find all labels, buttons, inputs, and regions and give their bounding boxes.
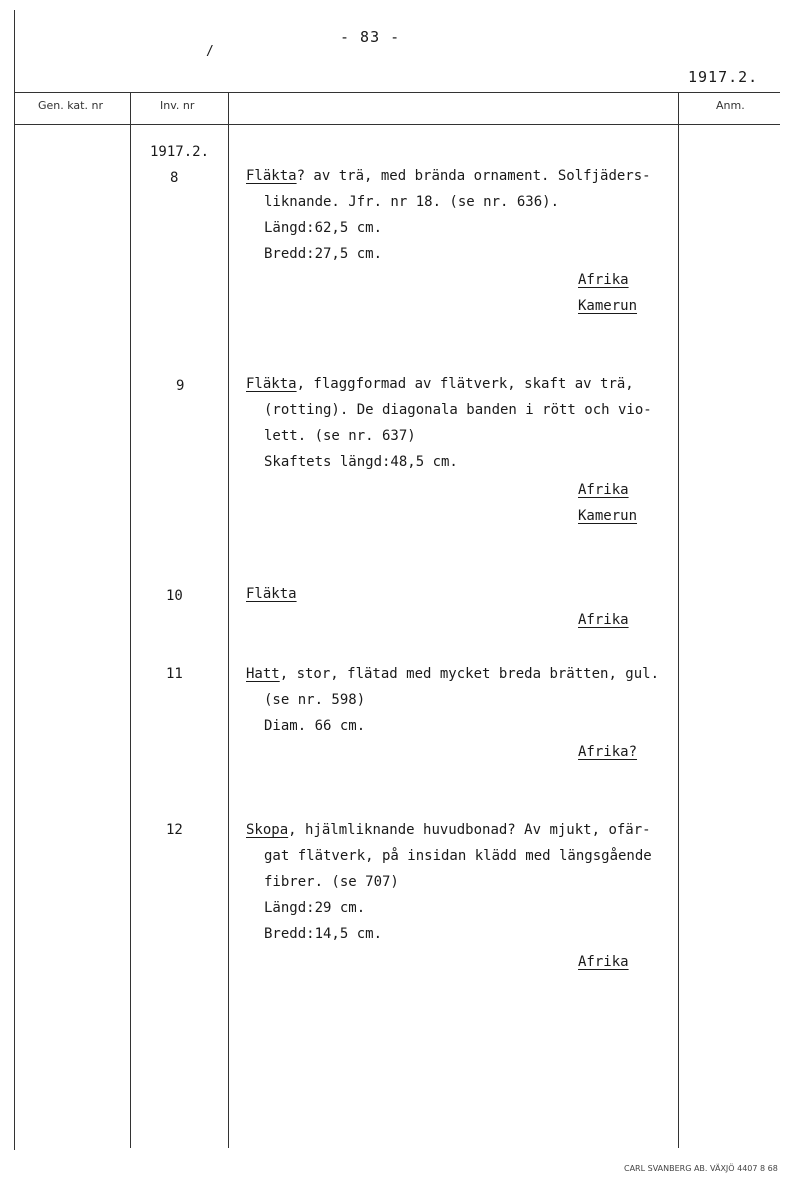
header-year: 1917.2.	[688, 68, 759, 86]
region-label: Afrika	[578, 482, 629, 498]
object-name: Fläkta	[246, 168, 297, 184]
measurement-line: Längd:62,5 cm.	[264, 220, 383, 236]
entry-first-line	[246, 168, 651, 184]
description-line: gat flätverk, på insidan klädd med längsgående	[264, 848, 652, 864]
description-line: (se nr. 598)	[264, 692, 366, 708]
description-text: , hjälmliknande huvudbonad? Av mjukt, ofär-	[288, 822, 651, 838]
description-text: , stor, flätad med mycket breda brätten, gul.	[279, 666, 660, 682]
page-number: - 83 -	[340, 28, 401, 46]
region-label: Kamerun	[578, 508, 638, 524]
object-name: Fläkta	[246, 376, 297, 392]
measurement-line: Längd:29 cm.	[264, 900, 366, 916]
inventory-number: 9	[176, 378, 185, 394]
pencil-mark: /	[206, 44, 214, 59]
measurement-line: Diam. 66 cm.	[264, 718, 366, 734]
region-label: Afrika	[578, 954, 629, 970]
description-text: ? av trä, med brända ornament. Solfjäders-	[296, 168, 651, 184]
inventory-number: 11	[166, 666, 183, 682]
description-line: fibrer. (se 707)	[264, 874, 399, 890]
batch-number: 1917.2.	[150, 144, 210, 160]
region-label: Kamerun	[578, 298, 638, 314]
column-header-gen: Gen. kat. nr	[38, 99, 103, 112]
description-line: liknande. Jfr. nr 18. (se nr. 636).	[264, 194, 560, 210]
region-label: Afrika	[578, 612, 629, 628]
entry-first-line	[246, 376, 634, 392]
description-text: , flaggformad av flätverk, skaft av trä,	[296, 376, 634, 392]
header-bottom-rule	[14, 124, 780, 125]
column-divider-inv	[228, 92, 229, 1148]
region-label: Afrika?	[578, 744, 638, 760]
entry-first-line	[246, 666, 659, 682]
header-top-rule	[14, 92, 780, 93]
entry-first-line	[246, 586, 297, 602]
measurement-line: Bredd:14,5 cm.	[264, 926, 383, 942]
measurement-line: Bredd:27,5 cm.	[264, 246, 383, 262]
region-label: Afrika	[578, 272, 629, 288]
left-margin-line	[14, 10, 15, 1150]
object-name: Hatt	[246, 666, 280, 682]
column-divider-gen	[130, 92, 131, 1148]
column-divider-anm	[678, 92, 679, 1148]
inventory-number: 12	[166, 822, 183, 838]
description-line: (rotting). De diagonala banden i rött och vio-	[264, 402, 652, 418]
column-header-anm: Anm.	[716, 99, 745, 112]
column-header-inv: Inv. nr	[160, 99, 195, 112]
description-line: lett. (se nr. 637)	[264, 428, 416, 444]
measurement-line: Skaftets längd:48,5 cm.	[264, 454, 458, 470]
inventory-number: 10	[166, 588, 183, 604]
printer-imprint: CARL SVANBERG AB. VÄXJÖ 4407 8 68	[624, 1164, 778, 1173]
entry-first-line	[246, 822, 651, 838]
object-name: Skopa	[246, 822, 289, 838]
object-name: Fläkta	[246, 586, 297, 602]
inventory-number: 8	[170, 170, 179, 186]
